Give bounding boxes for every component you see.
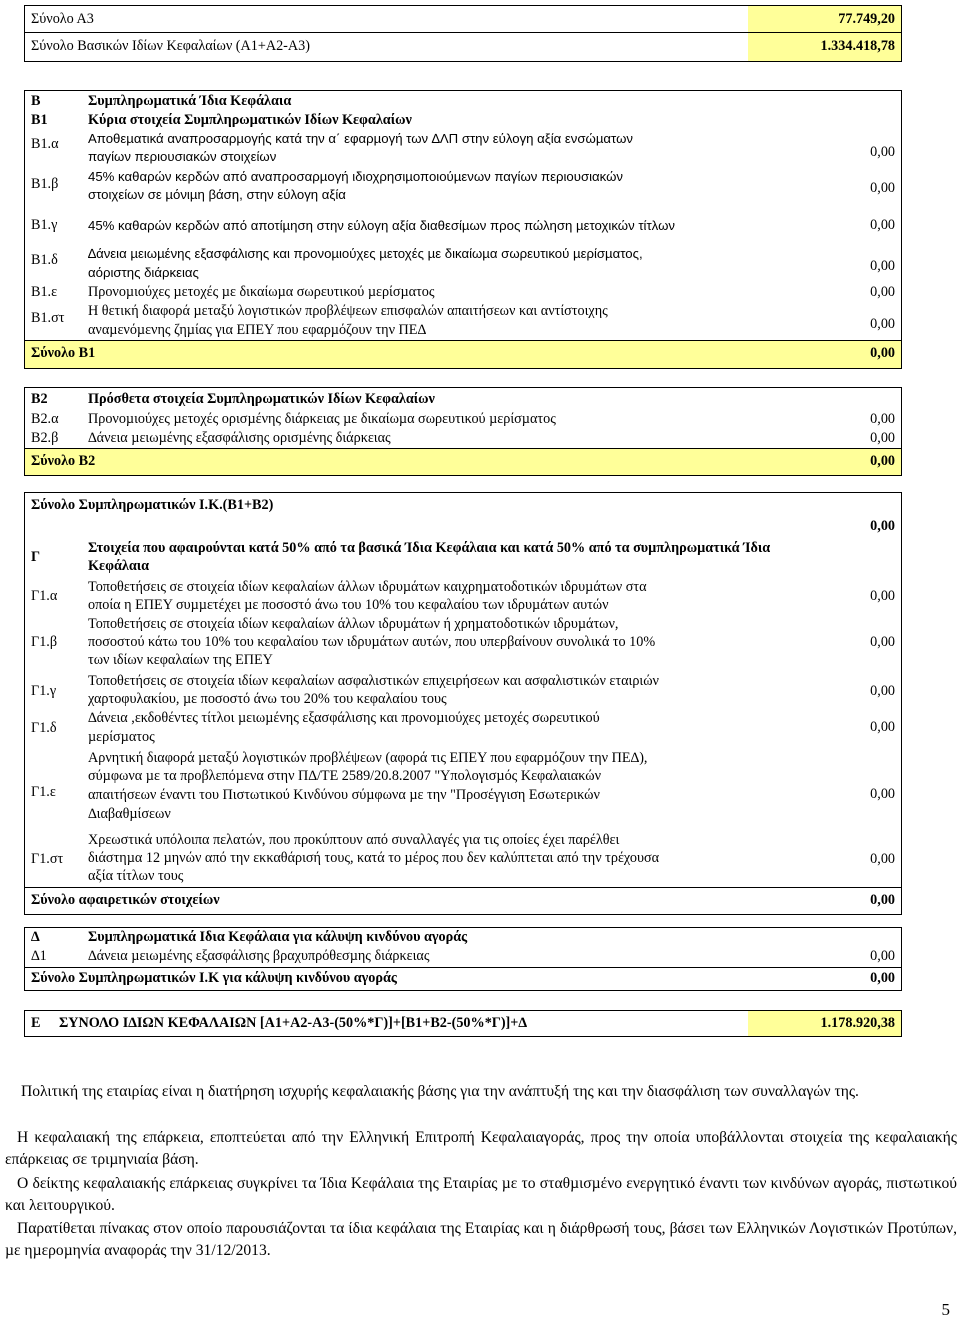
code: ∆1	[31, 948, 47, 964]
code: Β1.γ	[31, 217, 58, 233]
code: Β1.α	[31, 136, 59, 152]
value: 0,00	[870, 258, 895, 274]
block-d	[24, 927, 902, 991]
line: Η θετική διαφορά µεταξύ λογιστικών προβλέψεων επισφαλών απαιτήσεων και αντίστοιχης	[88, 303, 608, 319]
line: χαρτοφυλακίου, µε ποσοστό άνω του 20% του κεφαλαίου τους	[88, 691, 447, 707]
code: Γ1.ε	[31, 784, 56, 800]
value: 0,00	[870, 284, 895, 300]
label: Σύνολο Συµπληρωµατικών Ι.Κ.(Β1+Β2)	[31, 497, 274, 513]
row-b2-head	[24, 387, 902, 410]
paragraph-table-note: Παρατίθεται πίνακας στον οποίο παρουσιάζονται τα ίδια κεφάλαια της Εταιρίας και η διάρθρωσή τους, βάσει των Ελληνικών Λογιστικών Προτύπων, µε ηµεροµηνία αναφοράς την 31/12/2013.	[5, 1220, 957, 1259]
value: 0,00	[870, 948, 895, 964]
value: 0,00	[870, 316, 895, 332]
line: αόριστης διάρκειας	[88, 265, 199, 280]
row-total-basic	[24, 33, 902, 62]
row-total-deductions	[24, 887, 902, 915]
line: οποία η ΕΠΕΥ συµµετέχει µε ποσοστό άνω του 10% του κεφαλαίου των ιδρυµάτων αυτών	[88, 597, 609, 613]
value: 0,00	[870, 518, 895, 534]
paragraph-policy: Πολιτική της εταιρίας είναι η διατήρηση ισχυρής κεφαλαιακής βάσης για την ανάπτυξή της και την διασφάλιση των συναλλαγών της.	[21, 1083, 859, 1100]
line: Κεφάλαια	[88, 558, 150, 574]
label: Συµπληρωµατικά Ιδια Κεφάλαια για κάλυψη κινδύνου αγοράς	[88, 929, 468, 945]
value: 77.749,20	[838, 11, 895, 27]
line: Αρνητική διαφορά µεταξύ λογιστικών προβλέψεων (αφορά τις ΕΠΕΥ που εφαρµόζουν την ΠΕ∆),	[88, 750, 648, 766]
block-g	[24, 492, 902, 915]
label: Σύνολο Α3	[31, 11, 94, 27]
label: 45% καθαρών κερδών από αποτίµηση στην εύλογη αξία διαθεσίµων προς πώληση µετοχικών τίτλων	[88, 218, 675, 233]
row-d1	[24, 947, 902, 967]
value: 0,00	[870, 634, 895, 650]
row-b1d	[24, 242, 902, 284]
row-b1c	[24, 212, 902, 242]
value: 0,00	[870, 970, 895, 986]
value: 0,00	[870, 683, 895, 699]
code: Γ	[31, 549, 41, 565]
row-b2b	[24, 429, 902, 448]
row-total-d	[24, 967, 902, 991]
line: αξία τίτλων τους	[88, 868, 184, 884]
row-b-head	[24, 90, 902, 111]
code: Β	[31, 93, 41, 109]
value: 1.178.920,38	[820, 1015, 895, 1031]
label: Πρόσθετα στοιχεία Συµπληρωµατικών Ιδίων Κεφαλαίων	[88, 391, 435, 407]
value: 0,00	[870, 588, 895, 604]
row-g1e	[24, 748, 902, 830]
line: Αποθεµατικά αναπροσαρµογής κατά την α΄ εφαρµογή των ∆ΛΠ στην εύλογη αξία ενσώµατων	[88, 131, 633, 146]
block-b2	[24, 387, 902, 476]
label: Σύνολο Συµπληρωµατικών Ι.Κ για κάλυψη κινδύνου αγοράς	[31, 970, 397, 986]
row-g1c	[24, 671, 902, 708]
row-b1b	[24, 168, 902, 212]
line: ποσοστού κάτω του 10% του κεφαλαίου των ιδρυµάτων αυτών, που υπερβαίνουν συνολικά το 10%	[88, 634, 656, 650]
row-b1a	[24, 130, 902, 168]
value: 0,00	[870, 411, 895, 427]
paragraph-ratio: Ο δείκτης κεφαλαιακής επάρκειας συγκρίνει τα Ίδια Κεφάλαια της Εταιρίας µε το σταθµισµένο ενεργητικό έναντι των κινδύνων αγοράς, πιστωτικού και λειτουργικού.	[5, 1175, 957, 1214]
line: Τοποθετήσεις σε στοιχεία ιδίων κεφαλαίων ασφαλιστικών επιχειρήσεων και ασφαλιστικών εταιριών	[88, 673, 659, 689]
line: µερίσµατος	[88, 729, 155, 745]
row-total-b2	[24, 448, 902, 476]
line: Στοιχεία που αφαιρούνται κατά 50% από τα βασικά Ίδια Κεφάλαια και κατά 50% από τα συµπληρωµατικά Ίδια	[88, 540, 771, 556]
block-top	[24, 5, 902, 62]
line: 45% καθαρών κερδών από αναπροσαρµογή ιδιοχρησιµοποιούµενων παγίων περιουσιακών	[88, 169, 623, 184]
row-b1e	[24, 284, 902, 302]
code: Β1.β	[31, 176, 59, 192]
line: απαιτήσεων έναντι του Πιστωτικού Κινδύνου σύµφωνα µε την "Προσέγγιση Εσωτερικών	[88, 787, 600, 803]
value: 0,00	[870, 786, 895, 802]
code: Γ1.γ	[31, 683, 57, 699]
code: Ε	[31, 1015, 41, 1031]
row-d-head	[24, 927, 902, 947]
line: στοιχείων σε µόνιµη βάση, στην εύλογη αξία	[88, 187, 346, 202]
code: Β2.β	[31, 430, 59, 446]
label: Σύνολο Β1	[31, 345, 96, 361]
code: Β1.στ	[31, 310, 65, 326]
value: 0,00	[870, 851, 895, 867]
block-e	[24, 1010, 902, 1037]
code: Β2	[31, 391, 48, 407]
label: Προνοµιούχες µετοχές µε δικαίωµα σωρευτικού µερίσµατος	[88, 284, 435, 300]
value: 0,00	[870, 453, 895, 469]
code: Β1.ε	[31, 284, 58, 300]
label: Συµπληρωµατικά Ίδια Κεφάλαια	[88, 93, 292, 109]
code: Β1.δ	[31, 252, 58, 268]
code: Γ1.α	[31, 588, 58, 604]
row-g1a	[24, 579, 902, 615]
line: αναµενόµενης ζηµίας για ΕΠΕΥ που εφαρµόζουν την ΠΕ∆	[88, 322, 427, 338]
line: διάστηµα 12 µηνών από την εκκαθάρισή τους, κατά το µέρος που δεν καλύπτεται από την τρέχουσα	[88, 850, 660, 866]
label: Σύνολο Βασικών Ιδίων Κεφαλαίων (Α1+Α2-Α3)	[31, 38, 310, 54]
row-b1-head	[24, 111, 902, 130]
row-total-a3	[24, 5, 902, 33]
line: ∆άνεια µειωµένης εξασφάλισης και προνοµιούχες µετοχές µε δικαίωµα σωρευτικού µερίσµατος,	[88, 246, 643, 261]
code: Γ1.στ	[31, 851, 64, 867]
value: 0,00	[870, 144, 895, 160]
row-b2a	[24, 410, 902, 429]
value: 0,00	[870, 892, 895, 908]
row-g1b	[24, 615, 902, 671]
value: 0,00	[870, 430, 895, 446]
label: Σύνολο Β2	[31, 453, 96, 469]
line: Τοποθετήσεις σε στοιχεία ιδίων κεφαλαίων άλλων ιδρυµάτων ή χρηµατοδοτικών ιδρυµάτων,	[88, 616, 619, 632]
value: 0,00	[870, 719, 895, 735]
value: 1.334.418,78	[820, 38, 895, 54]
value: 0,00	[870, 217, 895, 233]
code: Β1	[31, 112, 48, 128]
label: ΣΥΝΟΛΟ Ι∆ΙΩΝ ΚΕΦΑΛΑΙΩΝ [Α1+Α2-Α3-(50%*Γ)]+[Β1+Β2-(50%*Γ)]+∆	[59, 1015, 528, 1031]
label: Σύνολο αφαιρετικών στοιχείων	[31, 892, 220, 908]
row-grand-total	[24, 1010, 902, 1037]
value: 0,00	[870, 345, 895, 361]
row-total-b1	[24, 340, 902, 369]
code: ∆	[31, 929, 40, 945]
page-number: 5	[941, 1300, 950, 1319]
line: ∆άνεια ,εκδοθέντες τίτλοι µειωµένης εξασφάλισης και προνοµιούχες µετοχές σωρευτικού	[88, 710, 600, 726]
line: Χρεωστικά υπόλοιπα πελατών, που προκύπτουν από συναλλαγές για τις οποίες έχει παρέλθει	[88, 832, 620, 848]
row-total-supplementary	[24, 492, 902, 539]
row-g1d	[24, 708, 902, 748]
row-b1st	[24, 302, 902, 340]
line: των ιδίων κεφαλαίων της ΕΠΕΥ	[88, 652, 273, 668]
paragraph-supervision: Η κεφαλαιακή της επάρκεια, εποπτεύεται από την Ελληνική Επιτροπή Κεφαλαιαγοράς, προς την οποία υποβάλλονται στοιχεία της κεφαλαιακής επάρκειας σε τριµηνιαία βάση.	[5, 1129, 957, 1168]
row-g-head	[24, 539, 902, 579]
block-b1	[24, 90, 902, 369]
label: ∆άνεια µειωµένης εξασφάλισης ορισµένης διάρκειας	[88, 430, 391, 446]
line: παγίων περιουσιακών στοιχείων	[88, 149, 277, 164]
value: 0,00	[870, 180, 895, 196]
label: Προνοµιούχες µετοχές ορισµένης διάρκειας µε δικαίωµα σωρευτικού µερίσµατος	[88, 411, 556, 427]
row-g1st	[24, 830, 902, 887]
line: Τοποθετήσεις σε στοιχεία ιδίων κεφαλαίων άλλων ιδρυµάτων καιχρηµατοδοτικών ιδρυµάτων στα	[88, 579, 647, 595]
label: ∆άνεια µειωµένης εξασφάλισης βραχυπρόθεσµης διάρκειας	[88, 948, 430, 964]
code: Γ1.δ	[31, 720, 57, 736]
line: ∆ιαβαθµίσεων	[88, 806, 171, 822]
label: Κύρια στοιχεία Συµπληρωµατικών Ιδίων Κεφαλαίων	[88, 112, 412, 128]
line: σύµφωνα µε τα προβλεπόµενα στην Π∆/ΤΕ 2589/20.8.2007 "Υπολογισµός Κεφαλαιακών	[88, 768, 601, 784]
code: Β2.α	[31, 411, 59, 427]
code: Γ1.β	[31, 634, 58, 650]
